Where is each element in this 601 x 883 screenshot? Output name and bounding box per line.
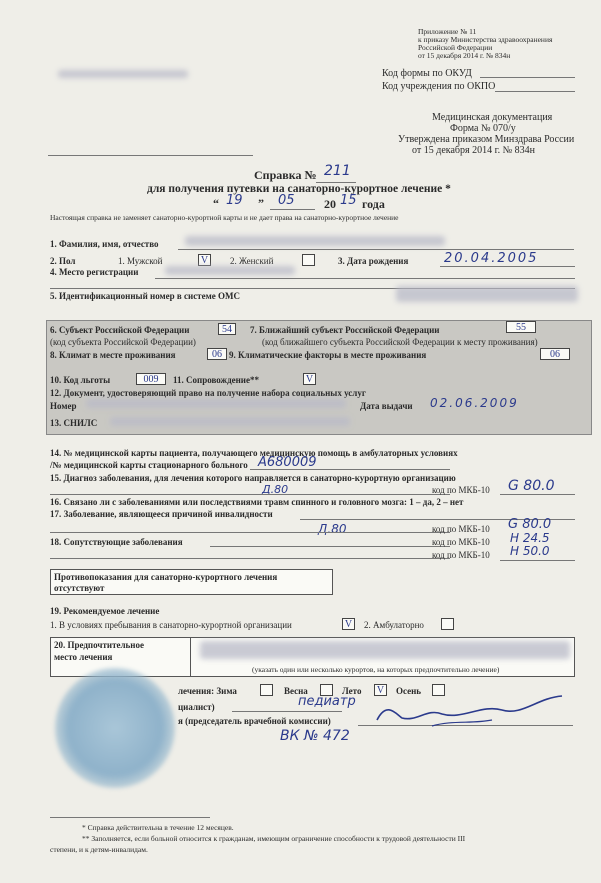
field-20-label-b: место лечения xyxy=(54,652,113,662)
signature xyxy=(372,690,572,735)
approved-date: от 15 декабря 2014 г. № 834н xyxy=(412,145,535,156)
field-13-label: 13. СНИЛС xyxy=(50,418,98,428)
field-18-label: 18. Сопутствующие заболевания xyxy=(50,537,183,547)
footnote-2: ** Заполняется, если больной относится к гражданам, имеющим ограничение способности к трудовой деятельности III xyxy=(82,834,466,843)
appendix-line: Приложение № 11 xyxy=(418,27,477,36)
field-10-label: 10. Код льготы xyxy=(50,375,111,385)
nomer-label: Номер xyxy=(50,401,77,411)
spravka-label: Справка № xyxy=(254,168,317,182)
date-open-quote: “ xyxy=(213,196,219,210)
mkb-code-2: G 80.0 xyxy=(508,517,552,532)
autumn-label: Осень xyxy=(396,686,422,696)
field-6-code: 54 xyxy=(218,323,236,335)
doc-type: Медицинская документация xyxy=(432,112,553,123)
okpo-label: Код учреждения по ОКПО xyxy=(382,81,496,92)
field-17-label: 17. Заболевание, являющееся причиной инвалидности xyxy=(50,509,273,519)
field-4-label: 4. Место регистрации xyxy=(50,267,139,277)
redacted-snils xyxy=(110,417,350,426)
spring-label: Весна xyxy=(284,686,308,696)
date-month: 05 xyxy=(278,193,295,208)
sanatorium-checkbox[interactable]: V xyxy=(342,618,355,630)
field-8-label: 8. Климат в месте проживания xyxy=(50,350,176,360)
field-9-code: 06 xyxy=(540,348,570,360)
field-19-option-2: 2. Амбулаторно xyxy=(364,620,424,630)
vk-number-handwritten: ВК № 472 xyxy=(280,728,350,744)
field-11-label: 11. Сопровождение** xyxy=(173,375,259,385)
form-number: Форма № 070/у xyxy=(450,123,516,134)
winter-checkbox[interactable] xyxy=(260,684,273,696)
field-14-label-b: /№ медицинской карты стационарного больного xyxy=(50,460,248,470)
birth-date: 20.04.2005 xyxy=(444,251,539,266)
issue-date-label: Дата выдачи xyxy=(360,401,413,411)
field-20-hint: (указать один или несколько курортов, на которых предпочтительно лечение) xyxy=(252,665,500,674)
contraindications-label: Противопоказания для санаторно-курортного лечения xyxy=(54,572,278,582)
field-7-sub: (код ближайшего субъекта Российской Федерации к месту проживания) xyxy=(262,337,538,347)
field-12-label: 12. Документ, удостоверяющий право на получение набора социальных услуг xyxy=(50,388,366,398)
chairman-label: я (председатель врачебной комиссии) xyxy=(178,716,331,726)
field-6-label: 6. Субъект Российской Федерации xyxy=(50,325,190,335)
redacted-org xyxy=(58,70,188,78)
summer-label: Лето xyxy=(342,686,362,696)
field-9-label: 9. Климатические факторы в месте проживания xyxy=(229,350,427,360)
field-1-label: 1. Фамилия, имя, отчество xyxy=(50,239,159,249)
field-11-checkbox[interactable]: V xyxy=(303,373,316,385)
contraindications-value: отсутствуют xyxy=(54,583,105,593)
redacted-address xyxy=(165,266,295,275)
field-19-option-1: 1. В условиях пребывания в санаторно-курортной организации xyxy=(50,620,292,630)
mkb-label-1: код по МКБ-10 xyxy=(432,485,490,495)
official-stamp xyxy=(55,668,175,788)
female-checkbox[interactable] xyxy=(302,254,315,266)
mkb-label-3: код по МКБ-10 xyxy=(432,537,490,547)
redacted-oms-number xyxy=(396,286,578,302)
female-label: 2. Женский xyxy=(230,256,274,266)
disability-handwritten: Д.80 xyxy=(318,522,347,536)
redacted-name xyxy=(185,236,445,246)
spravka-number: 211 xyxy=(324,163,351,179)
mkb-code-4: H 50.0 xyxy=(510,544,550,558)
field-15-label: 15. Диагноз заболевания, для лечения которого направляется в санаторно-курортную организацию xyxy=(50,473,456,483)
federation-line: Российской Федерации xyxy=(418,43,493,52)
field-14-label: 14. № медицинской карты пациента, получающего медицинскую помощь в амбулаторных условиях xyxy=(50,448,458,458)
redacted-resort xyxy=(200,641,570,659)
redacted-doc-number xyxy=(86,399,346,408)
field-3-label: 3. Дата рождения xyxy=(338,256,409,266)
field-7-code: 55 xyxy=(506,321,536,333)
outpatient-checkbox[interactable] xyxy=(441,618,454,630)
field-10-code: 009 xyxy=(136,373,166,385)
mkb-code-3: H 24.5 xyxy=(510,531,550,545)
approved-by: Утверждена приказом Минздрава России xyxy=(398,134,575,145)
diagnosis-handwritten: Д.80 xyxy=(262,483,289,496)
mkb-label-2: код по МКБ-10 xyxy=(432,524,490,534)
field-8-code: 06 xyxy=(207,348,227,360)
disclaimer-note: Настоящая справка не заменяет санаторно-курортной карты и не дает права на санаторно-курортное лечение xyxy=(50,213,399,222)
male-checkbox[interactable]: V xyxy=(198,254,211,266)
field-20-label: 20. Предпочтительное xyxy=(54,640,144,650)
season-label: лечения: Зима xyxy=(178,686,237,696)
date-close-quote: ” xyxy=(258,196,264,210)
mkb-label-4: код по МКБ-10 xyxy=(432,550,490,560)
footnote-1: * Справка действительна в течение 12 месяцев. xyxy=(82,823,234,832)
field-5-label: 5. Идентификационный номер в системе ОМС xyxy=(50,291,240,301)
purpose-title: для получения путевки на санаторно-курортное лечение * xyxy=(147,183,451,195)
date-year-word: года xyxy=(362,197,385,211)
specialist-label: циалист) xyxy=(178,702,215,712)
date-year-prefix: 20 xyxy=(324,197,336,211)
date-year-suffix: 15 xyxy=(340,193,357,208)
field-16-label: 16. Связано ли с заболеваниями или последствиями травм спинного и головного мозга: 1 – да, 2 – нет xyxy=(50,497,464,507)
field-6-sub: (код субъекта Российской Федерации) xyxy=(50,337,196,347)
field-2-label: 2. Пол xyxy=(50,256,76,266)
okud-label: Код формы по ОКУД xyxy=(382,68,472,79)
field-19-label: 19. Рекомендуемое лечение xyxy=(50,606,160,616)
order-line: к приказу Министерства здравоохранения xyxy=(418,35,553,44)
mkb-code-1: G 80.0 xyxy=(508,478,555,494)
summer-checkbox[interactable]: V xyxy=(374,684,387,696)
footnote-3: степени, и к детям-инвалидам. xyxy=(50,845,148,854)
field-7-label: 7. Ближайший субъект Российской Федерации xyxy=(250,325,440,335)
date-day: 19 xyxy=(226,193,243,208)
specialist-handwritten: педиатр xyxy=(298,694,356,709)
male-label: 1. Мужской xyxy=(118,256,163,266)
card-number: A680009 xyxy=(258,455,317,470)
issue-date: 02.06.2009 xyxy=(430,396,519,410)
order-date-line: от 15 декабря 2014 г. № 834н xyxy=(418,51,511,60)
